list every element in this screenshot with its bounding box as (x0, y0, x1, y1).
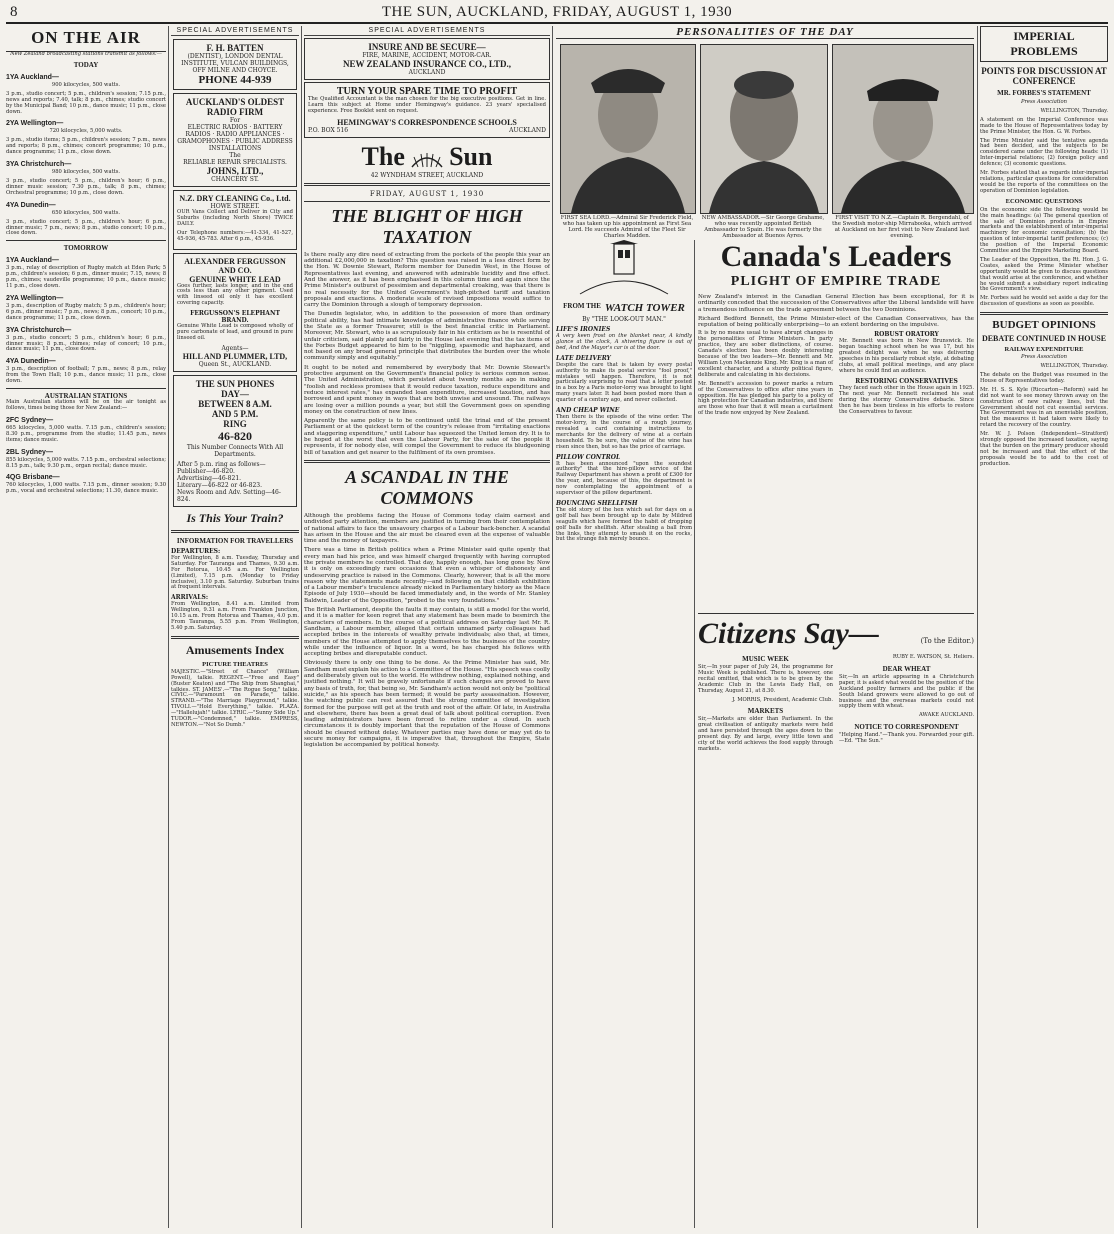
photo-first-sea-lord (560, 44, 696, 214)
restoring-heading: RESTORING CONSERVATIVES (855, 377, 958, 385)
station-programme: 760 kilocycles, 1,000 watts. 7.15 p.m., dinner session; 9.30 p.m., vocal and orchestral selections; 11.30, dance music. (6, 482, 166, 495)
australian-intro: Main Australian stations will be on the air tonight as follows, times being those for New Zealand:— (6, 399, 166, 411)
radio-for: For (229, 117, 241, 124)
citizens-letters (698, 655, 974, 753)
pillow-heading: PILLOW CONTROL (556, 453, 621, 461)
departures-text: For Wellington, 8 a.m. Tuesday, Thursday and Saturday. For Tauranga and Thames, 9.30 a.m. For Rotorua, 10.45 a.m. For Wellington (Limited), 7.15 p.m. (Monday to Friday inclusive), 3.10 p.m. Saturday. Suburban trains at frequent intervals. (171, 554, 299, 591)
editorial-2-para: There was a time in British politics when a Prime Minister said quite openly that every man had his price, and was himself charged frequently with having corrupted the private members he controlled. That day, happily enough, has long gone by. Now it is only on exceedingly rare occasions that even a whisper of dishonesty and undeserving practice is raised in the Commons. Clearly, however, that is all the more reason why the statements made recently—and following on that childish exhibition of a Labour member's truculence already nicked in Parliamentary history as the Mace Episode of July 1930—should be faced immediately and, in the words of Mr. Stanley Baldwin, Leader of the Opposition, "probed to the very foundations." (304, 547, 550, 604)
nz-insurance-city: AUCKLAND (408, 69, 446, 76)
hill-addr: Queen St., AUCKLAND. (198, 360, 272, 368)
station-2ya: 2YA Wellington— (6, 120, 64, 128)
shellfish-text: The old story of the hen which sat for days on a golf ball has been brought up to date by Mildred seagulls which have formed the habit of dropping golf balls for shellfish. After stealing a ball from the links, they attempt to smash it on the rocks, but the strange fish merely bounce. (556, 506, 692, 543)
picture-theatres-heading: PICTURE THEATRES (202, 660, 268, 668)
watch-tower-title (556, 302, 692, 314)
ironies-heading: LIFE'S IRONIES (556, 326, 611, 333)
citizens-say (698, 610, 974, 1230)
editorial-date: FRIDAY, AUGUST 1, 1930 (369, 189, 485, 198)
canada-article (698, 240, 974, 598)
station-2fc: 2FC Sydney— (6, 416, 54, 424)
personalities-banner: PERSONALITIES OF THE DAY (556, 26, 974, 39)
press-association: Press Association (1020, 354, 1068, 361)
sun-news: News Room and Adv. Setting—46-824. (177, 488, 281, 503)
col-editorial (304, 26, 550, 1230)
dateline: WELLINGTON, Thursday. (1040, 363, 1108, 370)
ad-dry-cleaning (173, 190, 297, 250)
dear-wheat-signature: AWAKE AUCKLAND. (919, 712, 974, 719)
nz-dry-phones: Our Telephone numbers:—41-334, 41-527, 45-936, 45-783. After 6 p.m., 45-936. (177, 229, 293, 242)
budget-para: Mr. H. S. S. Kyle (Riccarton—Reform) said he did not want to see money thrown away on the construction of new railway lines, but the Government should not cut essential services. The Government was in an unenviable position, but the measures it had taken were likely to retard the recovery of the country. (980, 386, 1108, 429)
imperial-para: A statement on the Imperial Conference was made to the House of Representatives today by the Prime Minister, the Hon. G. W. Forbes. (980, 116, 1108, 135)
caption-first-sea-lord: FIRST SEA LORD.—Admiral Sir Frederick Field, who has taken up his appointment as First Sea Lord. He succeeds Admiral of the Fleet Sir Charles Madden. (560, 215, 694, 239)
notice-text: "Helping Hand."—Thank you. Forwarded your gift.—Ed. "The Sun." (839, 732, 974, 745)
nz-insurance-name: NEW ZEALAND INSURANCE CO., LTD., (342, 59, 512, 69)
sun-advertising: Advertising—46-821. (177, 474, 242, 482)
sun-phones-title: THE SUN PHONES (195, 378, 275, 389)
tower-icon (574, 240, 674, 298)
imperial-title: IMPERIAL PROBLEMS (980, 26, 1108, 62)
cheap-wine-heading: AND CHEAP WINE (556, 407, 620, 415)
turn-text: The Qualified Accountant is the man chosen for the big executive positions. Get in line. Learn this subject at Home under Hemingway's guidance. 23 years' specialised experience. Free Booklet sent on request. (308, 96, 546, 114)
restoring-text: They faced each other in the House again in 1925. The next year Mr. Bennett reclaimed his seat during the stormy Conservative debacle. Since then he has been tireless in his efforts to restore the Conservatives to favour. (839, 384, 974, 415)
special-ads-banner: SPECIAL ADVERTISEMENTS (304, 26, 550, 36)
watch-tower: WATCH TOWER (604, 302, 685, 314)
col-special-ads (171, 26, 299, 1230)
music-week-signature: J. MORRIS, President, Academic Club. (732, 696, 833, 703)
railway-heading: RAILWAY EXPENDITURE (1004, 346, 1084, 354)
canada-subtitle: PLIGHT OF EMPIRE TRADE (730, 274, 942, 289)
press-association: Press Association (1020, 99, 1068, 105)
ad-radio-firm (173, 93, 297, 187)
watch-tower-logo (556, 240, 692, 302)
editorial-1-title: THE BLIGHT OF HIGH TAXATION (331, 205, 523, 247)
editorial-2-title: A SCANDAL IN THE COMMONS (345, 466, 509, 508)
budget-title: BUDGET OPINIONS (992, 319, 1096, 332)
turn-head: TURN YOUR SPARE TIME TO PROFIT (336, 86, 518, 97)
editorial-1-para: Apparently the same policy is to be continued until the trinal end of the present Parliament or at the quickest term of the country's release from "irritating exactions and staggering expenditure," until Labour has squeezed the United lemon dry. It is to be hoped at the worst that even the Labour Party, for the sake of the people it represents, if for nobody else, will compel the Government to reduce its bludgeoning bill of taxation and get nearer to the fulfilment of its own promises. (304, 418, 550, 456)
station-1ya-tomorrow: 1YA Auckland— (6, 257, 59, 265)
departures-heading: DEPARTURES: (171, 547, 221, 555)
travellers-heading: INFORMATION FOR TRAVELLERS (176, 536, 294, 545)
hemingway-city: AUCKLAND (509, 126, 546, 134)
sun-rays-icon (410, 151, 444, 169)
station-programme: 3 p.m., studio items; 5 p.m., children's session; 7 p.m., news and reports; 8 p.m., chimes; concert programme; 10 p.m., dance programme; 11 p.m., close down. (6, 137, 166, 156)
canada-title: Canada's Leaders (720, 240, 952, 273)
sun-ring: RING (223, 418, 247, 429)
photo-new-ambassador (700, 44, 828, 214)
imperial-para: Mr. Forbes stated that as regards inter-imperial relations, particular questions for consideration would be the reports of the committees on the operation of Dominion legislation. (980, 170, 1108, 194)
editorial-1-para: Is there really any dire need of extracting from the pockets of the people this year an additional £2,000,000 in taxation? This question was raised in a less direct form by the Hon. W. Downie Stewart, Reform member for Dunedin West, in the House of Representatives last evening, and answered with admirable lucidity and fine effect. And the answer, as it has been emphasised in this column time and again since the Prime Minister's outburst of pessimism and departmental croaking, was that there is no real necessity for the United Government's high-pitched tariff and taxation proposals and exactions. A moderate scale of revised impositions would suffice to carry the Dominion through a slough of temporary depression. (304, 251, 550, 309)
canada-para: Richard Bedford Bennett, the Prime Minister-elect of the Canadian Conservatives, has the reputation of being politically enterprising—to an extent bordering on the impulsive. (698, 315, 974, 329)
today-heading: TODAY (73, 60, 99, 69)
batten-sub: (DENTIST), LONDON DENTAL INSTITUTE, VULCAN BUILDINGS, OFF MILNE AND CHOYCE. (181, 53, 289, 74)
dear-wheat-text: Sir,—In an article appearing in a Christchurch paper, it is asked what would be the position of the Auckland poultry farmers and the public if the South Island growers were allowed to go out of business and the overseas markets could not supply them with wheat. (839, 673, 974, 710)
station-3ya: 3YA Christchurch— (6, 161, 72, 169)
station-programme: 855 kilocycles, 5,000 watts. 7.15 p.m., orchestral selections; 8.15 p.m., talk; 9.30 p.m., organ recital; dance music. (6, 456, 166, 469)
station-2ya-tomorrow: 2YA Wellington— (6, 294, 64, 302)
nz-dry-text: OUR Vans Collect and Deliver in City and Suburbs (including North Shore) TWICE DAILY. (177, 209, 293, 227)
imperial-para: The Prime Minister said the tentative agenda had been decided, and the subjects to be considered came under the following heads: (1) Inter-imperial relations; (2) foreign policy and defence; (3) economic questions. (980, 137, 1108, 168)
sun-publisher: Publisher—46-820. (177, 467, 235, 475)
sun-literary: Literary—46-822 or 46-823. (177, 481, 262, 489)
pillow-text: It has been announced "upon the soundest authority" that the hire-pillow service of the Railway Department has shown a profit of £300 for the year, and, because of this, the department is now contemplating the appointment of a supervisor of the pillow department. (556, 460, 692, 497)
caption-new-ambassador: NEW AMBASSADOR.—Sir George Grahame, who was recently appointed British Ambassador to Spain. He was formerly the Ambassador at Buenos Ayres. (701, 215, 825, 239)
from-the: FROM THE (563, 302, 601, 310)
budget-para: The debate on the Budget was resumed in the House of Representatives today. (980, 372, 1108, 384)
station-2bl: 2BL Sydney— (6, 448, 53, 456)
station-programme: 3 p.m., description of Rugby match; 5 p.m., children's hour; 6 p.m., dinner music; 7 p.m., news; 8 p.m., concert; 10 p.m., dance programme; 11 p.m., close down. (6, 302, 166, 321)
station-4ya-tomorrow: 4YA Dunedin— (6, 358, 56, 366)
station-programme: 3 p.m., studio concert; 5 p.m., children's hour; 6 p.m., dinner music session; 7.30 p.m., talk; 8 p.m., chimes; Orchestral programme; 10 p.m., close down. (6, 177, 166, 196)
citizens-header (698, 617, 974, 651)
insure-types: FIRE, MARINE, ACCIDENT, MOTOR-CAR. (362, 52, 492, 59)
canada-para: It is by no means usual to have abrupt changes in the personalities of Prime Ministers. In party practice, they are sober distinctions, of course. Canada's election has been doubly interesting because of the two leaders—Mr. Bennett and Mr. William Lyon Mackenzie King. Mr. King is a man of excellent character, and a sturdy political figure, deliberate and calculating in his decisions. (698, 330, 833, 378)
ironies-text: A very keen frost on the blanket near, A kindly glance at the clock, A shivering figure is out of bed, And the Mayor's car is at the door. (556, 333, 692, 351)
on-the-air-title: ON THE AIR (6, 26, 166, 52)
station-programme: 665 kilocycles, 5,000 watts. 7.15 p.m., children's session; 8.30 p.m., programme from the studio; 11.45 p.m., news items; dance music. (6, 424, 166, 443)
flag-address: 42 WYNDHAM STREET, AUCKLAND (370, 171, 484, 179)
genuine-text: Goes further, lasts longer, and in the end costs less than any other pigment. Used with linseed oil only it has excellent covering capacity. (177, 282, 293, 307)
markets-heading: MARKETS (747, 707, 784, 716)
sun-number-text: This Number Connects With All Departments. (186, 443, 284, 458)
radio-head: AUCKLAND'S OLDEST RADIO FIRM (185, 97, 285, 117)
tomorrow-heading: TOMORROW (63, 244, 109, 253)
photo-captain (832, 44, 974, 214)
station-3ya-tomorrow: 3YA Christchurch— (6, 326, 72, 334)
station-programme: 3 p.m., description of football; 7 p.m., news; 8 p.m., relay from the Town Hall; 10 p.m., dance music; 11 p.m., close down. (6, 366, 166, 385)
canada-body (698, 331, 974, 419)
radio-items: ELECTRIC RADIOS · BATTERY RADIOS · RADIO APPLIANCES · GRAMOPHONES · PUBLIC ADDRESS INSTALLATIONS (177, 124, 293, 152)
ad-white-lead (173, 253, 297, 372)
dear-wheat-heading: DEAR WHEAT (882, 664, 931, 673)
caption-captain: FIRST VISIT TO N.Z.—Captain R. Bergendahl, of the Swedish motor-ship Mirrabooka, which arrived at Auckland on her first visit to New Zealand last evening. (832, 215, 972, 239)
citizens-title: Citizens Say— (698, 617, 879, 650)
masthead (6, 4, 1108, 24)
johns-name: JOHNS, LTD., (206, 166, 264, 176)
batten-name: F. H. BATTEN (206, 43, 264, 53)
flag-sun: Sun (449, 141, 493, 171)
station-programme: 3 p.m., studio concert; 5 p.m., children's hour; 6 p.m., dinner music; 8 p.m., chimes; relay of concert; 10 p.m., dance music; 11 p.m., close down. (6, 334, 166, 353)
page-number: 8 (10, 4, 18, 20)
amusements-heading: Amusements Index (185, 642, 285, 657)
nz-dry-sub: HOWE STREET. (210, 203, 260, 210)
batten-phone: PHONE 44-939 (198, 74, 272, 86)
ad-sun-phones (173, 375, 297, 507)
to-editor: (To the Editor.) (920, 637, 974, 645)
robust-oratory-heading: ROBUST ORATORY (874, 331, 939, 339)
ferg-text: Genuine White Lead is composed wholly of pure carbonate of lead, and ground in pure linseed oil. (177, 323, 293, 341)
station-freq: 980 kilocycles, 500 watts. (51, 169, 121, 176)
train-heading: Is This Your Train? (186, 510, 284, 525)
hemingway-box: P.O. BOX 516 (308, 126, 349, 134)
col-on-the-air (6, 26, 166, 1230)
imperial-para: On the economic side the following would be the main headings: (a) The general question of the sale of Dominion products in Empire markets and the establishment of inter-imperial machinery for economic consultation; (b) the question of inter-imperial tariff preferences; (c) the position of the Imperial Economic Committee and the Empire Marketing Board. (980, 206, 1108, 255)
flag-the: The (361, 141, 405, 171)
imperial-subtitle: POINTS FOR DISCUSSION AT CONFERENCE (981, 66, 1107, 86)
station-programme: 3 p.m., studio concert; 5 p.m., children's session; 7.15 p.m., news and reports; 7.40, talk; 8 p.m., chimes; studio concert by the Municipal Band; 10 p.m., dance music; 11 p.m., close down. (6, 90, 166, 115)
station-4ya: 4YA Dunedin— (6, 201, 56, 209)
station-programme: 3 p.m., studio concert; 5 p.m., children's hour; 6 p.m., dinner music; 7 p.m., news; 8 p.m., studio concert; 10 p.m., close down. (6, 218, 166, 237)
on-air-intro: New Zealand broadcasting stations transmit as follows:— (10, 51, 162, 57)
ad-nz-insurance (304, 38, 550, 80)
sun-flag (304, 142, 550, 172)
station-freq: 720 kilocycles, 5,000 watts. (49, 128, 123, 135)
editorial-2-para: Although the problems facing the House of Commons today claim earnest and undivided party attention, members are justified in turning from their contemplation of national affairs to face the unsavoury charges of a Labour back-bencher. A scandal has arisen in the House and the air must be cleared even at the expense of valuable time and the money of taxpayers. (304, 512, 550, 545)
editorial-1-para: It ought to be noted and remembered by everybody that Mr. Downie Stewart's protective argument on the Government's financial policy is serious common sense. The United Administration, which persisted about twenty months ago in making "foolish and reckless promises that it would reduce taxation, reduce expenditure and reduce interest rates," has expanded loan expenditure, increased taxation, and has borrowed and spent money in ways that are both unwise and unsound. The railways are losing over a million pounds a year, but still the Government goes on spending money on the construction of new lines. (304, 364, 550, 415)
masthead-title: THE SUN, AUCKLAND, FRIDAY, AUGUST 1, 1930 (381, 4, 733, 20)
imperial-para: Mr. Forbes said he would set aside a day for the discussion of questions as soon as possible. (980, 295, 1108, 308)
station-programme: 3 p.m., relay of description of Rugby match at Eden Park; 5 p.m., children's session; 6 p.m., dinner music; 7.15, news; 8 p.m., chimes; vaudeville programme; 10 p.m., dance music; 11 p.m., close down. (6, 265, 166, 290)
imperial-statement: MR. FORBES'S STATEMENT (997, 89, 1091, 97)
station-freq: 900 kilocycles, 500 watts. (51, 81, 121, 88)
robust-oratory-text: Mr. Bennett was born in New Brunswick. He began teaching school when he was 17, but his greatest delight was when he was delivering speeches in his peculiarly robust style, at debating clubs, at small political meetings, and any place where he could find an audience. (839, 338, 974, 375)
radio-the: The (229, 152, 241, 159)
watch-tower-byline: By "THE LOOK-OUT MAN." (582, 316, 666, 323)
editorial-1-para: The Dunedin legislator, who, in addition to the possession of more than ordinary political ability, has had intimate knowledge of administrative finance while serving the State as a former Treasurer, still is the best financial critic in Parliament. Moreover, Mr. Stewart, who is as scrupulously fair in his criticism as he is resentful of unfair criticism, said plainly and fairly in the House last evening that the tax items of the Forbes Budget appeared to him to be "niggling, spasmodic and haphazard, and not based on any broad general principle that distributes the burden over the whole community simply and equitably." (304, 311, 550, 362)
late-delivery-text: Despite the care that is taken by every postal authority to make its postal service "fool proof," mistakes will happen. Therefore, it is not particularly surprising to read that a letter posted in a box by a Paris motor-lorry was brought to light many years later. It had been posted more than a quarter of a century ago, and never collected. (556, 361, 692, 404)
markets-text: Sir,—Markets are older than Parliament. In the great civilisation of antiquity markets were held and have persisted through the ages down to the present day. By and large, every little town and city of the world achieves the food supply through markets. (698, 716, 833, 752)
australian-stations-heading: AUSTRALIAN STATIONS (44, 392, 128, 401)
markets-signature: RUBY E. WATSON, St. Heliers. (892, 654, 974, 660)
station-1ya: 1YA Auckland— (6, 73, 59, 81)
arrivals-heading: ARRIVALS: (171, 594, 209, 602)
amusements-list: MAJESTIC.—"Street of Chance" (William Powell), talkie. REGENT.—"Free and Easy" (Buster Keaton) and "The Ship from Shanghai," talkies. ST. JAMES'.—"The Rogue Song," talkie. CIVIC.—"Paramount on Parade," talkie. STRAND.—"The Marriage Playground," talkie. TIVOLI.—"Hold Everything," talkie. PLAZA.—"Hallelujah!" talkie. LYRIC.—"Sunny Side Up." TUDOR.—"Condemned," talkie. EMPRESS, NEWTON.—"Not So Dumb." (171, 668, 299, 728)
insure-head: INSURE AND BE SECURE— (368, 42, 486, 52)
johns-addr: CHANCERY ST. (211, 176, 259, 183)
cheap-wine-text: Then there is the episode of the wine order. The motor-lorry, in the course of a rough journey, revealed a card containing instructions to merchants for the delivery of wine at a certain household. To be sure, the value of the wine has risen since then, but so has the price of carriage. (556, 414, 692, 450)
sun-and5: AND 5 P.M. (211, 408, 259, 419)
hemingway-address (308, 127, 546, 134)
col-watch-tower (556, 240, 692, 1230)
genuine-head: GENUINE WHITE LEAD (189, 274, 281, 284)
music-week-heading: MUSIC WEEK (742, 655, 789, 663)
ad-hemingway (304, 82, 550, 138)
sun-number: 46-820 (218, 428, 252, 443)
alex-name: ALEXANDER FERGUSSON AND CO. (184, 256, 286, 275)
budget-subtitle: DEBATE CONTINUED IN HOUSE (981, 334, 1107, 344)
shellfish-heading: BOUNCING SHELLFISH (556, 499, 638, 507)
ad-batten (173, 39, 297, 90)
canada-para: Mr. Bennett's accession to power marks a return of the Conservatives to office after nine years in opposition. He has pledged his party to a policy of high protection for Canadian industries, and there are those who fear that it will mean a curtailment of the trade now enjoyed by New Zealand. (698, 380, 833, 417)
sun-after: After 5 p.m. ring as follows— (177, 460, 266, 468)
budget-para: Mr. W. J. Polson (Independent—Stratford) strongly opposed the increased taxation, saying that the burden on the primary producer should not be increased and that the effect of the proposals would be to add to the cost of production. (980, 431, 1108, 467)
sun-between: BETWEEN 8 A.M. (198, 398, 272, 409)
sun-day: DAY— (221, 388, 249, 399)
col-imperial-problems (980, 26, 1108, 1230)
notice-heading: NOTICE TO CORRESPONDENT (854, 723, 959, 732)
station-freq: 650 kilocycles, 500 watts. (51, 209, 121, 216)
late-delivery-heading: LATE DELIVERY (556, 354, 611, 362)
radio-reliable: RELIABLE REPAIR SPECIALISTS. (183, 159, 287, 166)
nz-dry-name: N.Z. DRY CLEANING Co., Ltd. (179, 194, 291, 203)
arrivals-text: From Wellington, 8.41 a.m. Limited from Wellington, 9.31 a.m. From Frankton Junction, 10.15 a.m. From Rotorua and Thames, 4.0 p.m. From Tauranga, 5.55 p.m. From Wellington, 5.40 p.m. Saturday. (171, 601, 299, 631)
economic-heading: ECONOMIC QUESTIONS (1005, 197, 1083, 205)
editorial-2-para: The British Parliament, despite the faults it may contain, is still a model for the world, and it is a matter for keen regret that any statement has been made to besmirch the characters of members. In the course of a political address on Saturday last Mr. R. Sandham, a Labour member, alleged that certain unnamed party colleagues had accepted bribes in the interests of wealthy private individuals; also that, at times, members of the House attempted to apply themselves to the business of the country while under the influence of liquor. In a word, he has charged his fellows with accepting bribes and disreputable conduct. (304, 607, 550, 658)
special-ads-banner: SPECIAL ADVERTISEMENTS (171, 26, 299, 36)
music-week-text: Sir,—In your paper of July 24, the programme for Music Week is published. There is, however, one recital omitted, that which is to be given by the Academic Club in the Lewis Eady Hall, on Thursday, August 21, at 8.30. (698, 664, 833, 694)
canada-para: New Zealand's interest in the Canadian General Election has been exceptional, for it is ordinarily conceded that the succession of the Conservatives after the Liberal landslide will have a tremendous influence on the trade agreement between the two Dominions. (698, 294, 974, 313)
ferg-head: FERGUSSON'S ELEPHANT BRAND. (190, 310, 280, 325)
imperial-para: The Leader of the Opposition, the Rt. Hon. J. G. Coates, asked the Prime Minister whether opportunity would be given to discuss questions that would arise at the conference, and whether he would submit a subsidiary report indicating the Government's view. (980, 256, 1108, 293)
dateline: WELLINGTON, Thursday. (1040, 107, 1108, 114)
agents-label: Agents— (221, 344, 249, 352)
editorial-2-para: Obviously there is only one thing to be done. As the Prime Minister has said, Mr. Sandham must explain his action to a Committee of the House. "His speech was coolly and deliberately given out to the world. He withdrew nothing, explained nothing, and justified nothing." It will be gravely unfortunate if such charges are proved to have any basis of truth, for, that being so, Mr. Sandham's action would not only be "political suicide," as his speech has been termed; it would be party assassination. However, the watching public can rest assured that the strong committee of investigation formed for the purpose will get at the truth and root of the affair. Of late, in Australia and elsewhere, there has been a great deal of talk about political corruption. Even leading administrators have been forced to retire under a cloud. In such circumstances it is doubly important that the reputation of the House of Commons should be cleared without delay. Whatever parties may have done or may yet do to secure money for campaigns, it is imperative that, throughout the Empire, State legislation be accompanied by political honesty. (304, 660, 550, 749)
station-4qg: 4QG Brisbane— (6, 474, 60, 482)
hill-name: HILL AND PLUMMER, LTD, (182, 351, 288, 361)
hemingway-name: HEMINGWAY'S CORRESPONDENCE SCHOOLS (337, 117, 517, 127)
